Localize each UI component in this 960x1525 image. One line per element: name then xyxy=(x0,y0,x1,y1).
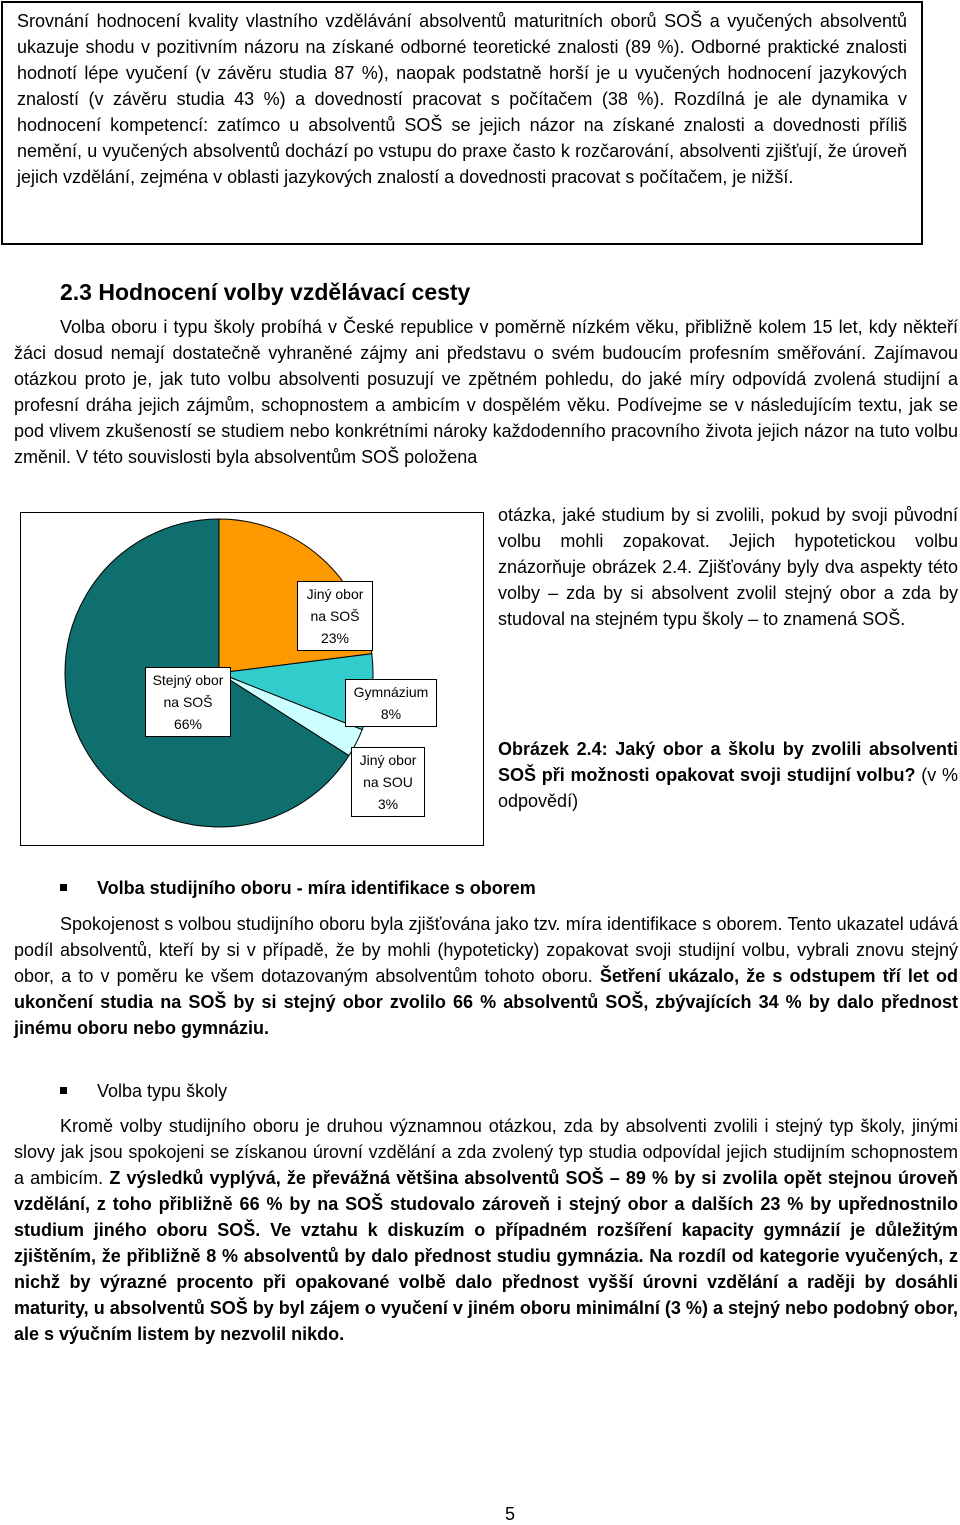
figure-caption: Obrázek 2.4: Jaký obor a školu by zvolili absolventi SOŠ při možnosti opakovat svoji studijní volbu? (v % odpovědí) xyxy=(498,739,958,811)
bullet-square-icon xyxy=(60,884,67,891)
pie-label-other-field-sou: Jiný obor na SOU 3% xyxy=(351,747,425,817)
pie-label-gymnazium: Gymnázium 8% xyxy=(345,679,437,727)
school-paragraph: Kromě volby studijního oboru je druhou významnou otázkou, zda by absolventi zvolili i stejný typ školy, jinými slovy jak jsou spokojeni se získanou úrovní vzdělání a zda zvolený typ studia odpovídal jejich studijním schopnostem a ambicím. Z výsledků vyplývá, že převážná většina absolventů SOŠ – 89 % by si zvolila opět stejnou úroveň vzdělání, z toho přibližně 66 % by na SOŠ studovalo zároveň i stejný obor a dalších 23 % by upřednostnilo studium jiného oboru SOŠ. Ve vztahu k diskuzím o případném rozšíření kapacity gymnázií je důležitým zjištěním, že přibližně 8 % absolventů by dalo přednost studiu gymnázia. Na rozdíl od kategorie vyučených, z nichž by výrazné procento při opakované volbě dalo přednost vyšší úrovni vzdělání a raději by dosáhli maturity, u absolventů SOŠ by byl zájem o vyučení v jiném oboru minimální (3 %) a stejný nebo podobný obor, ale s výučním listem by nezvolil nikdo. xyxy=(14,1116,958,1344)
section-title: Hodnocení volby vzdělávací cesty xyxy=(98,279,471,305)
summary-text: Srovnání hodnocení kvality vlastního vzdělávání absolventů maturitních oborů SOŠ a vyučených absolventů ukazuje shodu v pozitivním názoru na získané odborné teoretické znalosti (89 %). Odborné praktické znalosti hodnotí lépe vyučení (v závěru studia 87 %), naopak podstatně horší je u vyučených hodnocení jazykových znalostí (v závěru studia 43 %) a dovedností pracovat s počítačem (38 %). Rozdílná je ale dynamika v hodnocení kompetencí: zatímco u absolventů SOŠ se jejich názor na získané znalosti a dovednosti příliš nemění, u vyučených absolventů dochází po vstupu do praxe často k rozčarování, absolventi zjišťují, že úroveň jejich vzdělání, zejména v oblasti jazykových znalostí a dovednosti pracovat s počítačem, je nižší. xyxy=(17,11,907,187)
section-heading xyxy=(60,276,470,308)
field-paragraph: Spokojenost s volbou studijního oboru byla zjišťována jako tzv. míra identifikace s oborem. Tento ukazatel udává podíl absolventů, kteří by si v případě, že by mohli (hypoteticky) zopakovat svoji studijní volbu, vybrali znovu stejný obor, a to v poměru ke všem dotazovaným absolventům tohoto oboru. Šetření ukázalo, že s odstupem tří let od ukončení studia na SOŠ by si stejný obor zvolilo 66 % absolventů SOŠ, zbývajících 34 % by dalo přednost jinému oboru nebo gymnáziu. xyxy=(14,914,958,1038)
intro-paragraph-wrap: otázka, jaké studium by si zvolili, pokud by svoji původní volbu mohli zopakovat. Jejich hypotetickou volbu znázorňuje obrázek 2.4. Zjišťovány byly dva aspekty této volby – zda by si absolvent zvolil stejný obor a zda by studoval na stejném typu školy – to znamená SOŠ. xyxy=(498,505,958,629)
summary-box xyxy=(1,1,923,245)
pie-label-same-field: Stejný obor na SOŠ 66% xyxy=(145,667,231,737)
pie-chart xyxy=(20,512,484,846)
page-number: 5 xyxy=(504,1504,515,1524)
bullet-square-icon xyxy=(60,1087,67,1094)
section-number: 2.3 xyxy=(60,279,92,305)
intro-paragraph: Volba oboru i typu školy probíhá v České republice v poměrně nízkém věku, přibližně kolem 15 let, kdy někteří žáci dosud nemají dostatečně vyhraněné zájmy ani představu o svém budoucím profesním směřování. Zajímavou otázkou proto je, jak tuto volbu absolventi posuzují ve zpětném pohledu, do jaké míry odpovídá zvolená studijní a profesní dráha jejich zájmům, schopnostem a ambicím v dospělém věku. Podívejme se v následujícím textu, jak se pod vlivem zkušeností se studiem nebo konkrétními nároky každodenního pracovního života jejich názor na tuto volbu změnil. V této souvislosti byla absolventům SOŠ položena xyxy=(14,317,958,467)
pie-label-other-field-sos: Jiný obor na SOŠ 23% xyxy=(297,581,373,651)
